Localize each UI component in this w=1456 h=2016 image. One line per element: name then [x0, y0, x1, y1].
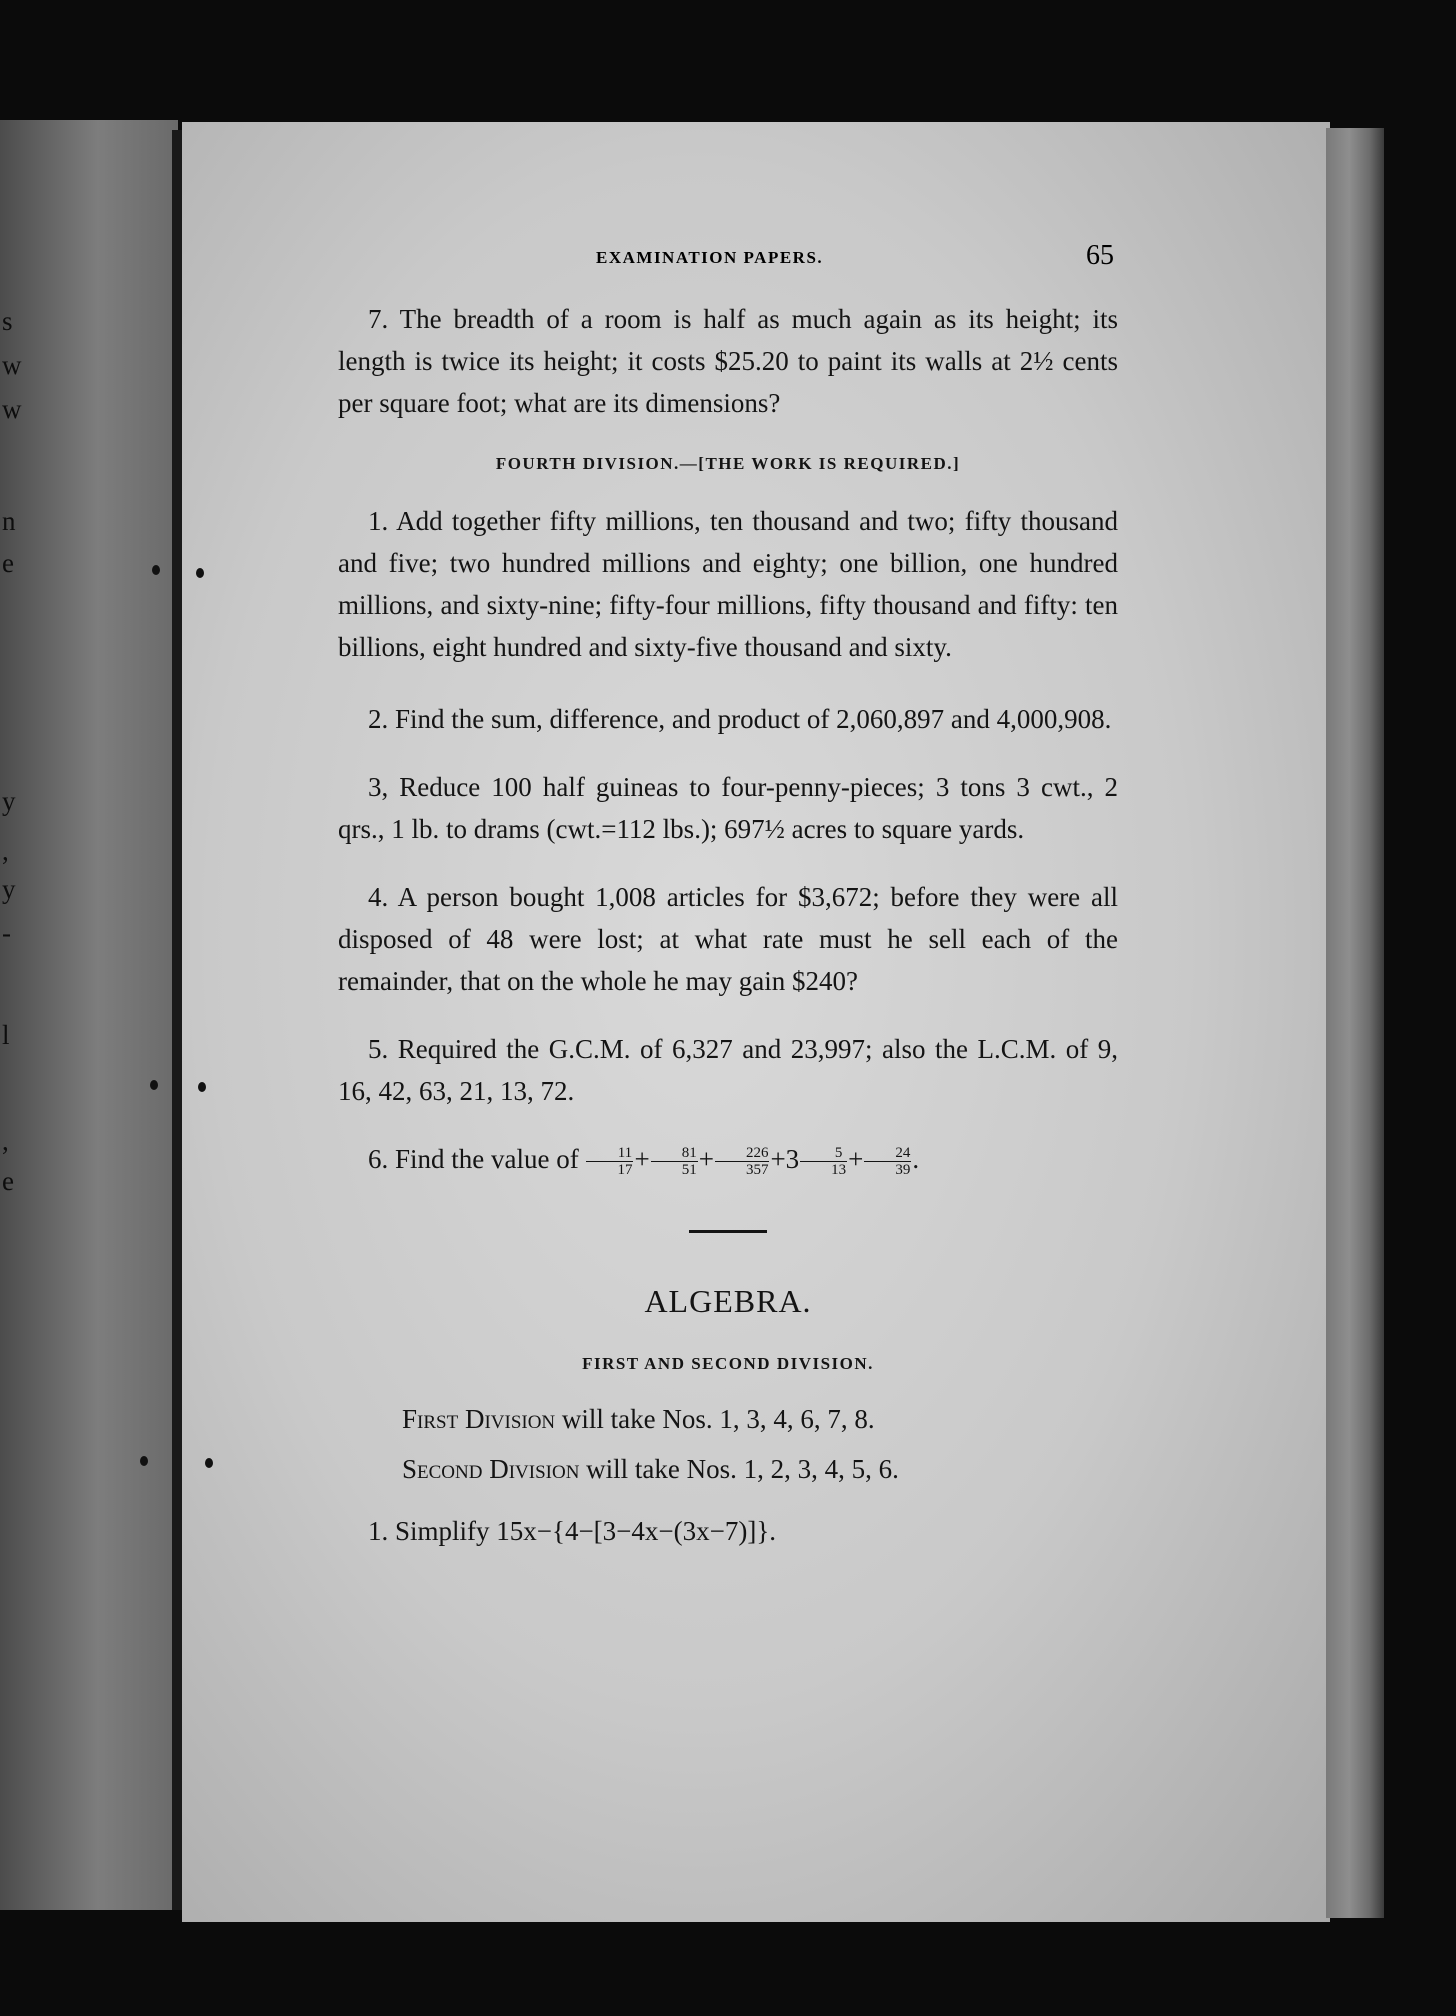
- question-4: [338, 876, 1118, 1002]
- question-number: 7.: [368, 304, 389, 334]
- margin-fragment: ,: [2, 836, 9, 866]
- question-5: [338, 1028, 1118, 1112]
- first-division-line: [338, 1398, 1118, 1440]
- question-number: 5.: [368, 1034, 389, 1064]
- plus-sign: +: [634, 1144, 650, 1174]
- margin-fragment: l: [2, 1020, 10, 1050]
- margin-fragment: s: [2, 306, 13, 336]
- question-text: The breadth of a room is half as much again as its height; its length is twice its height; it costs $25.20 to paint its walls at 2½ cents per square foot; what are its dimensions?: [338, 304, 1118, 418]
- second-division-line: [338, 1448, 1118, 1490]
- plus-sign: +: [698, 1144, 714, 1174]
- binding-hole-mark: [140, 1456, 148, 1466]
- division-text: will take Nos. 1, 3, 4, 6, 7, 8.: [561, 1404, 875, 1434]
- binding-hole-mark: [198, 1082, 206, 1092]
- fraction: $\frac{11}{17}$: [586, 1145, 633, 1178]
- algebra-subheading: FIRST AND SECOND DIVISION.: [582, 1354, 874, 1373]
- page-number: 65: [1086, 240, 1114, 271]
- page-body: [338, 298, 1118, 1552]
- question-3: [338, 766, 1118, 850]
- fraction: $\frac{24}{39}$: [864, 1145, 911, 1178]
- algebra-question-1: [338, 1510, 1118, 1552]
- facing-page-edge: [0, 120, 178, 1910]
- fraction: $\frac{81}{51}$: [651, 1145, 698, 1178]
- margin-fragment: ,: [2, 1126, 9, 1156]
- end-mark: .: [912, 1144, 920, 1174]
- margin-fragment: y: [2, 874, 16, 904]
- question-number: 2.: [368, 704, 389, 734]
- fraction: $\frac{5}{13}$: [800, 1145, 847, 1178]
- margin-fragment: e: [2, 548, 14, 578]
- book-gutter: [172, 130, 182, 1910]
- whole-number: 3: [785, 1144, 800, 1174]
- binding-hole-mark: [152, 565, 160, 575]
- question-7: [338, 298, 1118, 424]
- question-6: [338, 1138, 1118, 1180]
- binding-hole-mark: [196, 568, 204, 578]
- question-text: Add together fifty millions, ten thousand and two; fifty thousand and five; two hundred millions and eighty; one billion, one hundred millions, and sixty-nine; fifty-four millions, fifty thousand and fifty: ten billions, eight hundred and sixty-five thousand and sixty.: [338, 506, 1119, 662]
- page-fore-edge: [1326, 128, 1384, 1918]
- margin-fragment: w: [2, 394, 22, 424]
- fraction: $\frac{226}{357}$: [715, 1145, 770, 1178]
- question-number: 3,: [368, 772, 389, 802]
- margin-fragment: -: [2, 918, 11, 948]
- margin-fragment: n: [2, 506, 16, 536]
- binding-hole-mark: [150, 1080, 158, 1090]
- page-header: [338, 242, 1118, 282]
- section-rule: [689, 1230, 767, 1233]
- division-label: First Division: [402, 1404, 556, 1434]
- plus-sign: +: [770, 1144, 786, 1174]
- division-text: will take Nos. 1, 2, 3, 4, 5, 6.: [586, 1454, 899, 1484]
- question-text: Find the sum, difference, and product of 2,060,897 and 4,000,908.: [395, 704, 1112, 734]
- question-text: A person bought 1,008 articles for $3,672; before they were all disposed of 48 were lost; at what rate must he sell each of the remainder, that on the whole he may gain $240?: [338, 882, 1119, 996]
- running-head: EXAMINATION PAPERS.: [596, 248, 824, 267]
- question-text: Find the value of: [395, 1144, 579, 1174]
- margin-fragment: y: [2, 786, 16, 816]
- question-number: 1.: [368, 1516, 389, 1546]
- section-heading: FOURTH DIVISION.—[THE WORK IS REQUIRED.]: [495, 454, 961, 473]
- question-number: 1.: [368, 506, 389, 536]
- binding-hole-mark: [205, 1458, 213, 1468]
- margin-fragment: e: [2, 1166, 14, 1196]
- question-2: [338, 698, 1118, 740]
- plus-sign: +: [848, 1144, 864, 1174]
- margin-fragment: w: [2, 350, 22, 380]
- algebra-title: ALGEBRA.: [644, 1283, 812, 1319]
- question-text: Simplify 15x−{4−[3−4x−(3x−7)]}.: [395, 1516, 777, 1546]
- question-1: [338, 500, 1118, 668]
- question-text: Reduce 100 half guineas to four-penny-pieces; 3 tons 3 cwt., 2 qrs., 1 lb. to drams (cwt.=112 lbs.); 697½ acres to square yards.: [338, 772, 1119, 844]
- question-number: 4.: [368, 882, 389, 912]
- division-label: Second Division: [402, 1454, 580, 1484]
- question-text: Required the G.C.M. of 6,327 and 23,997; also the L.C.M. of 9, 16, 42, 63, 21, 13, 72.: [338, 1034, 1118, 1106]
- question-number: 6.: [368, 1144, 389, 1174]
